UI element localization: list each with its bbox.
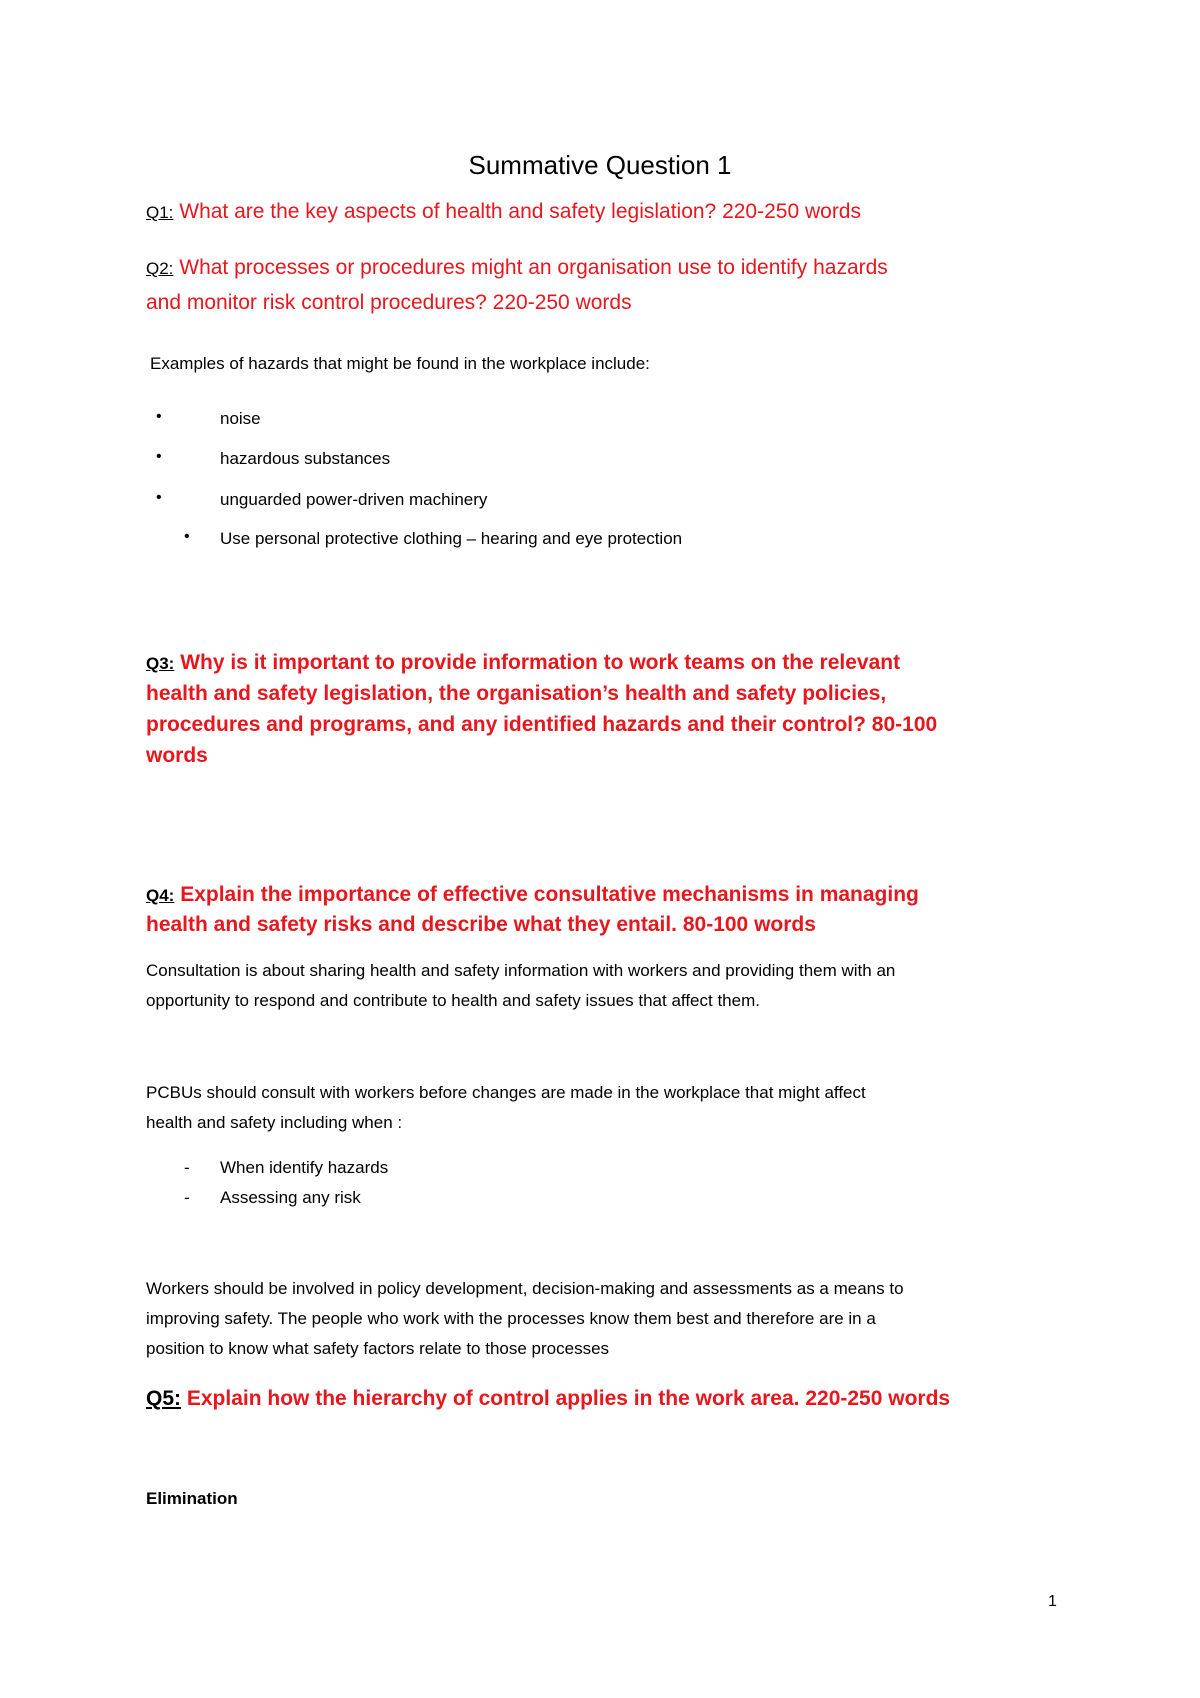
consultation-paragraph-line-2: opportunity to respond and contribute to health and safety issues that affect them. <box>146 991 760 1010</box>
dash-marker: - <box>184 1188 190 1207</box>
list-item: When identify hazards <box>220 1158 389 1177</box>
question-2-number: Q2: <box>146 259 174 278</box>
bullet-marker: • <box>156 489 162 506</box>
pcbu-paragraph-line-2: health and safety including when : <box>146 1113 403 1132</box>
pcbu-paragraph-line-1: PCBUs should consult with workers before changes are made in the workplace that might affect <box>146 1083 866 1102</box>
question-4-line-1 <box>146 879 919 911</box>
elimination-heading: Elimination <box>146 1489 238 1508</box>
question-4-text-1: Explain the importance of effective consultative mechanisms in managing <box>180 883 919 906</box>
question-2-text-1: What processes or procedures might an organisation use to identify hazards <box>179 256 888 279</box>
bullet-marker: • <box>184 528 190 545</box>
question-5 <box>146 1383 950 1414</box>
question-3-line-1 <box>146 647 900 679</box>
question-1 <box>146 196 861 228</box>
workers-paragraph-line-3: position to know what safety factors relate to those processes <box>146 1339 610 1358</box>
question-4-number: Q4: <box>146 886 175 905</box>
question-3-line-3: procedures and programs, and any identified hazards and their control? 80-100 <box>146 713 938 736</box>
list-item: unguarded power-driven machinery <box>220 490 488 509</box>
question-3-line-4: words <box>146 744 208 767</box>
question-4-line-2: health and safety risks and describe what they entail. 80-100 words <box>146 913 816 936</box>
dash-marker: - <box>184 1158 190 1177</box>
bullet-marker: • <box>156 448 162 465</box>
question-1-number: Q1: <box>146 203 174 222</box>
workers-paragraph-line-1: Workers should be involved in policy development, decision-making and assessments as a means to <box>146 1279 904 1298</box>
list-item: hazardous substances <box>220 449 391 468</box>
question-3-text-1: Why is it important to provide information to work teams on the relevant <box>180 651 901 674</box>
bullet-marker: • <box>156 408 162 425</box>
question-5-text: Explain how the hierarchy of control applies in the work area. 220-250 words <box>186 1387 951 1410</box>
hazards-intro: Examples of hazards that might be found in the workplace include: <box>150 354 650 373</box>
question-3-line-2: health and safety legislation, the organisation’s health and safety policies, <box>146 682 887 705</box>
workers-paragraph-line-2: improving safety. The people who work with the processes know them best and therefore are in a <box>146 1309 876 1328</box>
question-2-line-1 <box>146 252 888 284</box>
list-item: noise <box>220 409 261 428</box>
document-title: Summative Question 1 <box>468 150 732 180</box>
list-item: Assessing any risk <box>220 1188 361 1207</box>
question-5-number: Q5: <box>146 1387 182 1410</box>
list-item: Use personal protective clothing – hearing and eye protection <box>220 529 683 548</box>
question-1-text: What are the key aspects of health and safety legislation? 220-250 words <box>179 200 861 223</box>
question-3-number: Q3: <box>146 654 175 673</box>
question-2-line-2: and monitor risk control procedures? 220-250 words <box>146 291 632 314</box>
page-number: 1 <box>1048 1593 1057 1610</box>
consultation-paragraph-line-1: Consultation is about sharing health and safety information with workers and providing them with an <box>146 961 896 980</box>
